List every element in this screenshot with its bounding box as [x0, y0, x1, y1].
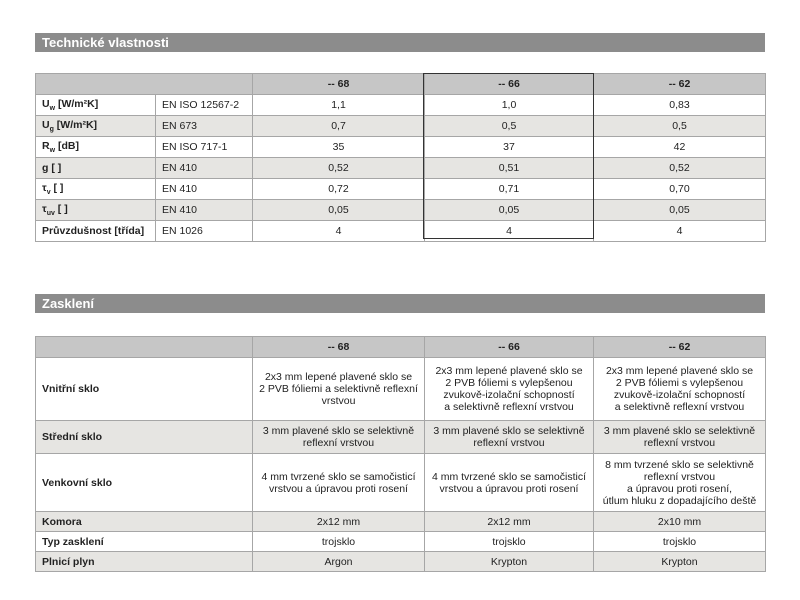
value-cell: 3 mm plavené sklo se selektivně reflexní vrstvou [594, 421, 766, 454]
property-unit: [ ] [48, 162, 62, 174]
table-row [36, 552, 766, 572]
row-label: Střední sklo [36, 421, 253, 454]
value-cell: 35 [253, 137, 425, 158]
table-row [36, 421, 766, 454]
property-subscript: uv [46, 210, 55, 218]
value-cell: 4 mm tvrzené sklo se samočisticí vrstvou a úpravou proti rosení [425, 454, 594, 512]
row-label: Vnitřní sklo [36, 358, 253, 421]
value-cell: 8 mm tvrzené sklo se selektivně reflexní vrstvou a úpravou proti rosení, útlum hluku z dopadajícího deště [594, 454, 766, 512]
property-symbol: R [42, 139, 50, 152]
value-cell: 2x3 mm lepené plavené sklo se 2 PVB fóliemi s vylepšenou zvukově-izolační schopností a selektivně reflexní vrstvou [425, 358, 594, 421]
column-header: -- 62 [594, 74, 766, 95]
property-label [36, 221, 156, 242]
value-cell: 2x3 mm lepené plavené sklo se 2 PVB fóliemi a selektivně reflexní vrstvou [253, 358, 425, 421]
value-cell: 3 mm plavené sklo se selektivně reflexní vrstvou [425, 421, 594, 454]
property-label [36, 158, 156, 179]
section-header-technical: Technické vlastnosti [35, 33, 765, 52]
norm-cell: EN ISO 717-1 [156, 137, 253, 158]
norm-cell: EN ISO 12567-2 [156, 95, 253, 116]
table-row [36, 454, 766, 512]
property-unit: [ ] [50, 181, 64, 194]
table-row [36, 116, 766, 137]
value-cell: 4 [425, 221, 594, 242]
value-cell: 0,05 [425, 200, 594, 221]
value-cell: 0,05 [253, 200, 425, 221]
value-cell: Krypton [594, 552, 766, 572]
table-header-row [36, 337, 766, 358]
value-cell: 0,51 [425, 158, 594, 179]
section-header-glazing: Zasklení [35, 294, 765, 313]
property-symbol: τ [42, 181, 47, 194]
table-row [36, 137, 766, 158]
row-label: Komora [36, 512, 253, 532]
table-row [36, 512, 766, 532]
norm-cell: EN 410 [156, 158, 253, 179]
value-cell: 0,52 [594, 158, 766, 179]
row-label: Plnicí plyn [36, 552, 253, 572]
value-cell: Krypton [425, 552, 594, 572]
value-cell: 0,5 [425, 116, 594, 137]
norm-cell: EN 673 [156, 116, 253, 137]
property-unit: [dB] [55, 139, 79, 152]
table-row [36, 179, 766, 200]
value-cell: 37 [425, 137, 594, 158]
property-symbol: U [42, 118, 50, 131]
technical-properties-table [35, 73, 766, 242]
row-label: Typ zasklení [36, 532, 253, 552]
property-symbol: g [42, 162, 49, 174]
table-header-row [36, 74, 766, 95]
property-label [36, 179, 156, 200]
value-cell: 3 mm plavené sklo se selektivně reflexní vrstvou [253, 421, 425, 454]
property-label [36, 200, 156, 221]
property-label [36, 137, 156, 158]
value-cell: 4 [253, 221, 425, 242]
value-cell: 42 [594, 137, 766, 158]
value-cell: trojsklo [594, 532, 766, 552]
value-cell: 1,0 [425, 95, 594, 116]
value-cell: 2x12 mm [425, 512, 594, 532]
value-cell: trojsklo [253, 532, 425, 552]
property-subscript: g [49, 126, 54, 134]
property-symbol: τ [42, 202, 47, 215]
property-unit: [ ] [54, 202, 68, 215]
table-row [36, 358, 766, 421]
column-header: -- 66 [425, 337, 594, 358]
table-row [36, 95, 766, 116]
value-cell: 0,5 [594, 116, 766, 137]
property-label [36, 95, 156, 116]
header-empty [36, 74, 253, 95]
glazing-table [35, 336, 766, 572]
column-header: -- 62 [594, 337, 766, 358]
value-cell: 0,52 [253, 158, 425, 179]
value-cell: trojsklo [425, 532, 594, 552]
norm-cell: EN 410 [156, 200, 253, 221]
value-cell: 4 [594, 221, 766, 242]
value-cell: 2x3 mm lepené plavené sklo se 2 PVB fóliemi s vylepšenou zvukově-izolační schopností a selektivně reflexní vrstvou [594, 358, 766, 421]
property-subscript: w [49, 105, 56, 113]
column-header: -- 66 [425, 74, 594, 95]
property-label [36, 116, 156, 137]
value-cell: 2x12 mm [253, 512, 425, 532]
value-cell: 0,83 [594, 95, 766, 116]
value-cell: 0,72 [253, 179, 425, 200]
table-row [36, 221, 766, 242]
norm-cell: EN 1026 [156, 221, 253, 242]
norm-cell: EN 410 [156, 179, 253, 200]
value-cell: 0,70 [594, 179, 766, 200]
row-label: Venkovní sklo [36, 454, 253, 512]
property-unit: [W/m²K] [55, 97, 99, 110]
column-header: -- 68 [253, 74, 425, 95]
value-cell: 0,71 [425, 179, 594, 200]
column-header: -- 68 [253, 337, 425, 358]
property-symbol: U [42, 97, 50, 110]
property-subscript: v [46, 189, 51, 197]
value-cell: 4 mm tvrzené sklo se samočisticí vrstvou a úpravou proti rosení [253, 454, 425, 512]
header-empty [36, 337, 253, 358]
property-subscript: w [49, 147, 56, 155]
table-row [36, 532, 766, 552]
property-symbol: Průvzdušnost [třída] [42, 225, 145, 237]
value-cell: 0,7 [253, 116, 425, 137]
value-cell: 0,05 [594, 200, 766, 221]
value-cell: 1,1 [253, 95, 425, 116]
value-cell: 2x10 mm [594, 512, 766, 532]
table-row [36, 158, 766, 179]
table-row [36, 200, 766, 221]
property-unit: [W/m²K] [53, 118, 98, 131]
value-cell: Argon [253, 552, 425, 572]
